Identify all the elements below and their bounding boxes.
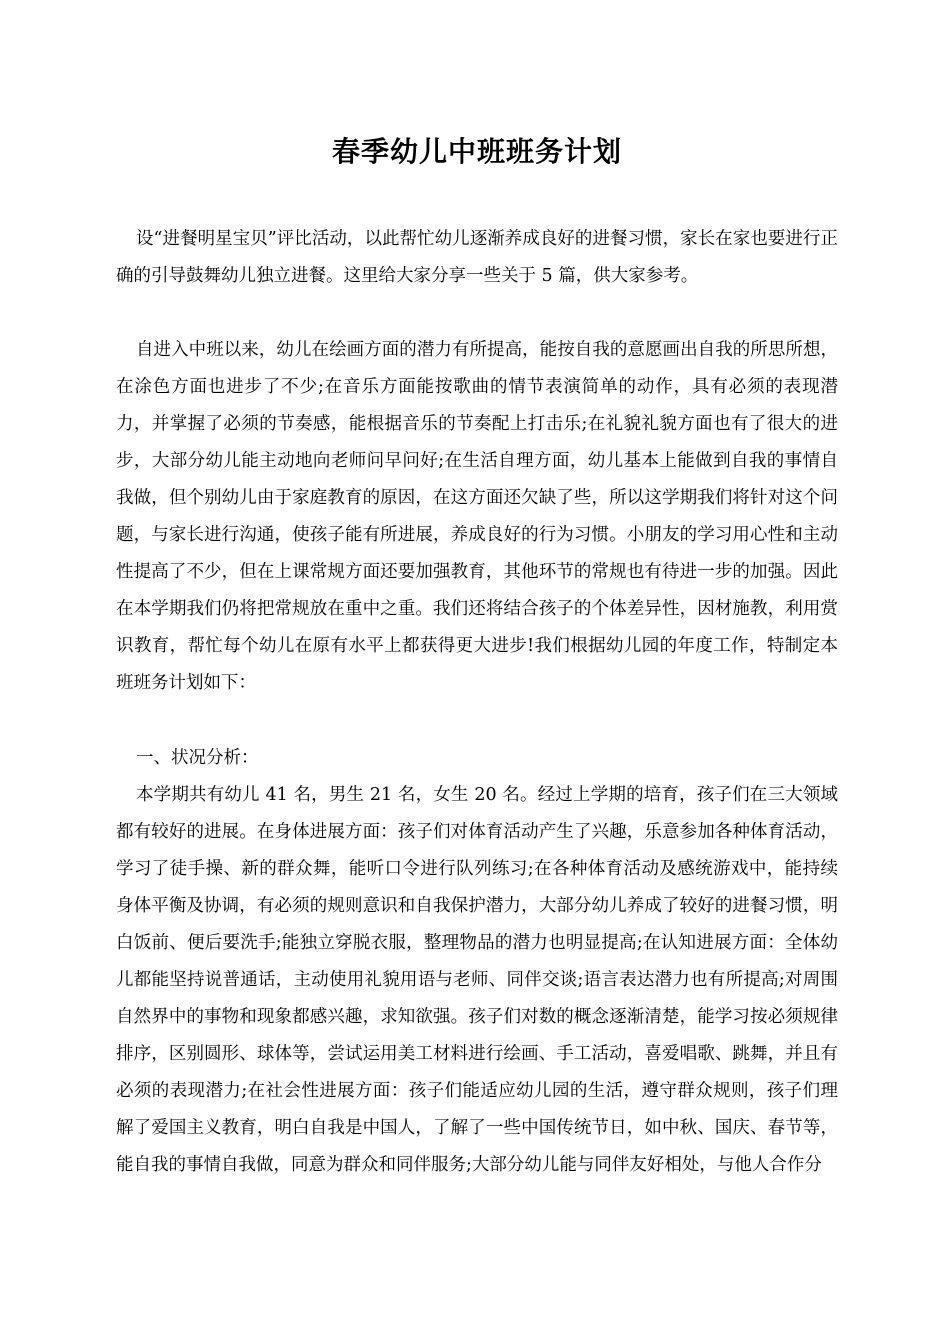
body-paragraph-1: 自进入中班以来，幼儿在绘画方面的潜力有所提高，能按自我的意愿画出自我的所思所想，在涂色方面也进步了不少;在音乐方面能按歌曲的情节表演简单的动作，具有必须的表现潜力，并掌握了必须的节奏感，能根据音乐的节奏配上打击乐;在礼貌礼貌方面也有了很大的进步，大部分幼儿能主动地向老师问早问好;在生活自理方面，幼儿基本上能做到自我的事情自我做，但个别幼儿由于家庭教育的原因，在这方面还欠缺了些，所以这学期我们将针对这个问题，与家长进行沟通，使孩子能有所进展，养成良好的行为习惯。小朋友的学习用心性和主动性提高了不少，但在上课常规方面还要加强教育，其他环节的常规也有待进一步的加强。因此在本学期我们仍将把常规放在重中之重。我们还将结合孩子的个体差异性，因材施教，利用赏识教育，帮忙每个幼儿在原有水平上都获得更大进步!我们根据幼儿园的年度工作，特制定本班班务计划如下： bbox=[116, 340, 838, 693]
document-title: 春季幼儿中班班务计划 bbox=[331, 135, 622, 168]
body-paragraph-2: 本学期共有幼儿 41 名，男生 21 名，女生 20 名。经过上学期的培育，孩子们在三大领域都有较好的进展。在身体进展方面：孩子们对体育活动产生了兴趣，乐意参加各种体育活动，学习了徒手操、新的群众舞，能听口令进行队列练习;在各种体育活动及感统游戏中，能持续身体平衡及协调，有必须的规则意识和自我保护潜力，大部分幼儿养成了较好的进餐习惯，明白饭前、便后要洗手;能独立穿脱衣服，整理物品的潜力也明显提高;在认知进展方面：全体幼儿都能坚持说普通话，主动使用礼貌用语与老师、同伴交谈;语言表达潜力也有所提高;对周围自然界中的事物和现象都感兴趣，求知欲强。孩子们对数的概念逐渐清楚，能学习按必须规律排序，区别圆形、球体等，尝试运用美工材料进行绘画、手工活动，喜爱唱歌、跳舞，并且有必须的表现潜力;在社会性进展方面：孩子们能适应幼儿园的生活，遵守群众规则，孩子们理解了爱国主义教育，明白自我是中国人，了解了一些中国传统节日，如中秋、国庆、春节等，能自我的事情自我做，同意为群众和同伴服务;大部分幼儿能与同伴友好相处，与他人合作分 bbox=[116, 785, 838, 1175]
section-heading: 一、状况分析： bbox=[136, 748, 259, 768]
intro-paragraph: 设“进餐明星宝贝”评比活动，以此帮忙幼儿逐渐养成良好的进餐习惯，家长在家也要进行正确的引导鼓舞幼儿独立进餐。这里给大家分享一些关于 5 篇，供大家参考。 bbox=[116, 229, 838, 286]
